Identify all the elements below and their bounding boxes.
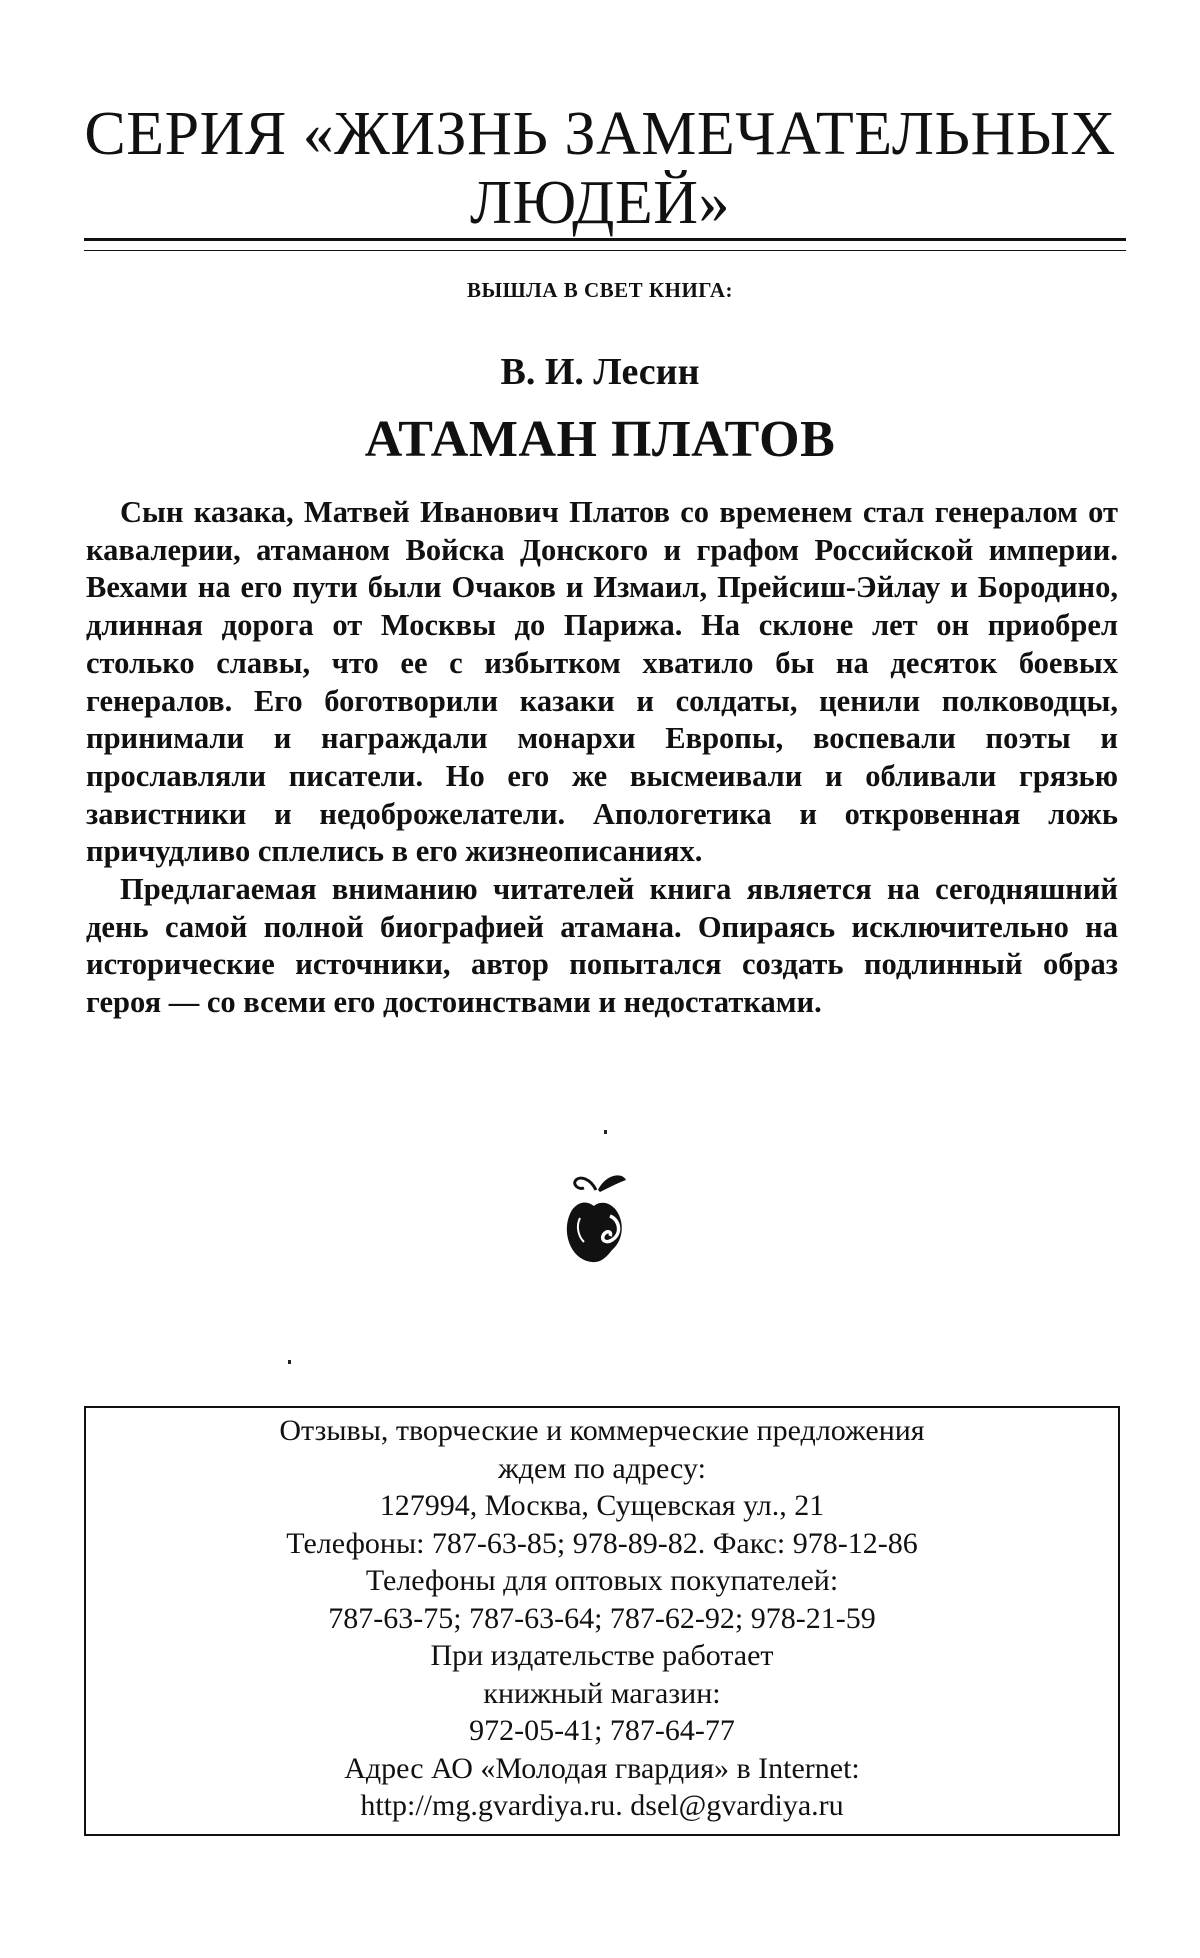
scan-speck xyxy=(288,1360,291,1364)
apple-ornament-icon xyxy=(550,1160,640,1270)
publisher-contacts-box xyxy=(84,1406,1120,1836)
contact-line: Отзывы, творческие и коммерческие предложения xyxy=(279,1414,925,1447)
book-title: АТАМАН ПЛАТОВ xyxy=(364,411,836,468)
description-paragraph: Сын казака, Матвей Иванович Платов со временем стал генералом от кавалерии, атаманом Войска Донского и графом Российской империи. Вехами на его пути были Очаков и Измаил, Прейсиш-Эйлау и Бородино, длинная дорога от Москвы до Парижа. На склоне лет он приобрел столько славы, что ее с избытком хватило бы на десяток боевых генералов. Его боготворили казаки и солдаты, ценили полководцы, принимали и награждали монархи Европы, воспевали поэты и прославляли писатели. Но его же высмеивали и обливали грязью завистники и недоброжелатели. Апологетика и откровенная ложь причудливо сплелись в его жизнеописаниях. xyxy=(86,495,1118,869)
book-author: В. И. Лесин xyxy=(500,351,700,393)
contact-line: 127994, Москва, Сущевская ул., 21 xyxy=(379,1489,825,1522)
contact-line: книжный магазин: xyxy=(483,1676,721,1710)
published-label: ВЫШЛА В СВЕТ КНИГА: xyxy=(466,278,734,302)
contact-line: 972-05-41; 787-64-77 xyxy=(469,1714,735,1747)
contact-line: 787-63-75; 787-63-64; 787-62-92; 978-21-59 xyxy=(328,1601,876,1635)
double-rule-thick xyxy=(84,238,1126,241)
contact-line: При издательстве работает xyxy=(430,1639,774,1672)
contact-line: Телефоны: 787-63-85; 978-89-82. Факс: 978-12-86 xyxy=(286,1526,918,1560)
double-rule-thin xyxy=(84,250,1126,251)
book-description xyxy=(86,494,1118,1022)
description-paragraph: Предлагаемая вниманию читателей книга является на сегодняшний день самой полной биографией атамана. Опираясь исключительно на исторические источники, автор попытался создать подлинный образ героя — со всеми его достоинствами и недостатками. xyxy=(86,872,1118,1020)
contact-line: http://mg.gvardiya.ru. dsel@gvardiya.ru xyxy=(360,1789,844,1822)
contact-line: Адрес АО «Молодая гвардия» в Internet: xyxy=(344,1751,860,1785)
scan-speck xyxy=(604,1130,607,1134)
contact-line: ждем по адресу: xyxy=(498,1451,706,1485)
series-title: СЕРИЯ «ЖИЗНЬ ЗАМЕЧАТЕЛЬНЫХ ЛЮДЕЙ» xyxy=(84,100,1116,238)
contact-line: Телефоны для оптовых покупателей: xyxy=(365,1564,839,1597)
